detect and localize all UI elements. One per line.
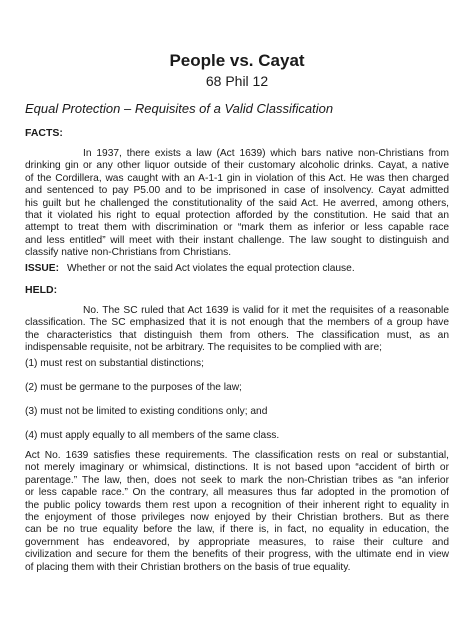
facts-line: classify native non-Christians from Christians. (25, 247, 232, 259)
requisite-item: (2) must be germane to the purposes of the law; (25, 382, 242, 393)
conclusion-line: Act No. 1639 satisfies these requirements. The classification rests on real or substantial, (25, 450, 449, 461)
held-paragraph (25, 305, 449, 355)
facts-line: of the Cordillera, was caught with an A-1-1 gin in violation of this Act. He was then charged (25, 172, 449, 184)
requisite-item: (3) must not be limited to existing conditions only; and (25, 406, 268, 417)
facts-line: that it violated his right to equal protection afforded by the constitution. He said that an (25, 210, 449, 222)
held-line: No. The SC ruled that Act 1639 is valid for it met the requisites of a reasonable (83, 305, 449, 316)
held-line: classification. The SC emphasized that it is not enough that the members of a group have (25, 317, 449, 329)
facts-line: his guilt but he challenged the constitutionality of the said Act. He averred, among others, (25, 197, 449, 209)
conclusion-line: of placing them with their Christian brothers on the basis of true equality. (25, 561, 351, 573)
conclusion-line: the enjoyment of those privileges now enjoyed by their Christian brothers. But as there (25, 512, 449, 524)
conclusion-line: civilization and secure for them the benefits of their progress, with the ultimate end in view (25, 549, 449, 561)
topic-prefix: Equal Protection (25, 101, 121, 116)
issue-text: Whether or not the said Act violates the equal protection clause. (66, 263, 355, 274)
conclusion-line: or less capable race.” On the contrary, all measures thus far adopted in the promotion of (25, 487, 449, 499)
held-label: HELD: (25, 284, 58, 296)
held-line: the characteristics that distinguish them from others. The classification must, as an (25, 329, 449, 341)
topic-dash: – (120, 101, 135, 116)
issue-section (25, 262, 355, 275)
conclusion-line: government has endeavored, by appropriate measures, to raise their culture and (25, 536, 449, 548)
facts-label: FACTS: (25, 127, 63, 139)
case-citation: 68 Phil 12 (205, 73, 269, 89)
issue-label: ISSUE: (25, 263, 59, 274)
document-title: People vs. Cayat (169, 51, 305, 70)
requisite-item: (1) must rest on substantial distinctions; (25, 358, 204, 369)
requisite-item: (4) must apply equally to all members of the same class. (25, 430, 280, 441)
topic-heading (25, 101, 333, 117)
facts-line: attempt to treat them with discrimination or “mark them as inferior or less capable race (25, 222, 449, 234)
conclusion-line: can be no true equality before the law, if there is, in fact, no equality in education, the (25, 524, 449, 536)
facts-line: In 1937, there exists a law (Act 1639) which bars native non-Christians from (83, 148, 449, 159)
conclusion-line: parentage.” The law, then, does not seek to mark the non-Christian tribes as “an inferior (25, 474, 449, 486)
conclusion-line: not merely imaginary or whimsical, distinctions. It is not based upon “accident of birth or (25, 462, 449, 474)
held-line: indispensable requisite, not be arbitrary. The requisites to be complied with are; (25, 342, 382, 354)
facts-line: and less entitled” will meet with their instant challenge. The law sought to distinguish and (25, 234, 449, 246)
facts-paragraph (25, 148, 449, 260)
facts-line: drinking gin or any other liquor outside of their customary alcoholic drinks. Cayat, a native (25, 160, 449, 172)
topic-suffix: Requisites of a Valid Classification (134, 101, 334, 116)
conclusion-paragraph (25, 450, 449, 574)
conclusion-line: the public policy towards them rest upon a recognition of their inherent right to equality in (25, 499, 449, 511)
facts-line: and sentenced to pay P5.00 and to be imprisoned in case of insolvency. Cayat admitted (25, 185, 449, 197)
